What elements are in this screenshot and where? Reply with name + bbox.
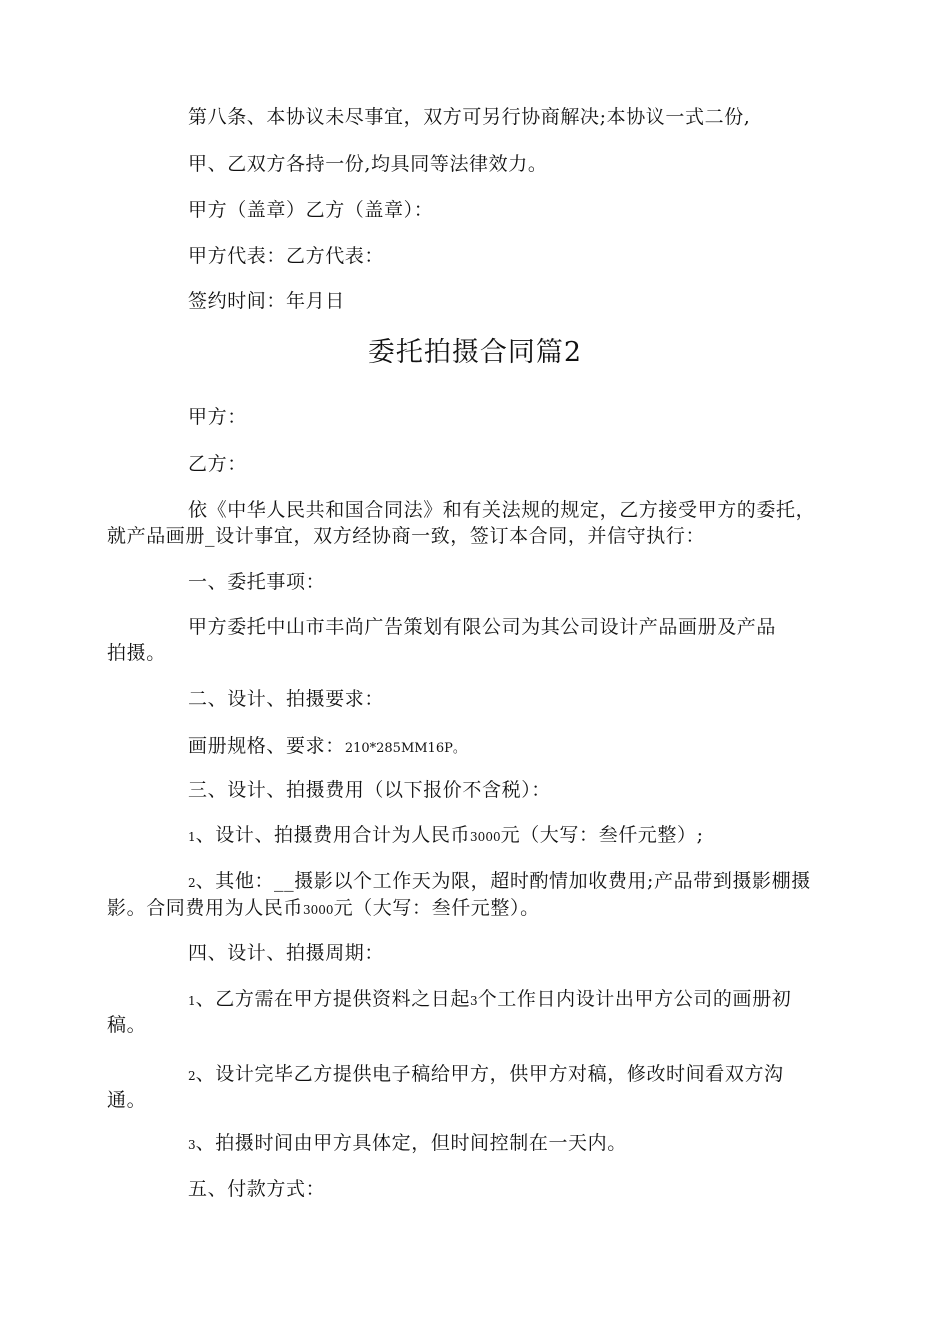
period-item2-line1 bbox=[188, 1061, 784, 1089]
article8-line1: 第八条、本协议未尽事宜，双方可另行协商解决;本协议一式二份, bbox=[188, 106, 751, 128]
section1-heading: 一、委托事项： bbox=[188, 571, 326, 593]
spec-label: 画册规格、要求： bbox=[188, 735, 345, 757]
section1-line2: 拍摄。 bbox=[107, 642, 166, 664]
party-a-line: 甲方： bbox=[188, 406, 247, 428]
spec-line bbox=[188, 733, 466, 762]
period-item3-number: 3 bbox=[188, 1138, 196, 1152]
fee-item2-text-b: 元（大写：叁仟元整）。 bbox=[333, 897, 540, 919]
section3-heading: 三、设计、拍摄费用（以下报价不含税）： bbox=[188, 779, 551, 801]
section2-heading: 二、设计、拍摄要求： bbox=[188, 688, 385, 710]
period-item3-text: 、拍摄时间由甲方具体定，但时间控制在一天内。 bbox=[195, 1132, 627, 1154]
seal-line: 甲方（盖章）乙方（盖章）： bbox=[188, 199, 434, 221]
period-item1-text-a: 、乙方需在甲方提供资料之日起 bbox=[195, 988, 471, 1010]
period-item2-number: 2 bbox=[188, 1069, 196, 1083]
fee-item1-number: 1 bbox=[188, 830, 196, 844]
period-item3 bbox=[188, 1130, 627, 1158]
fee-item2-line2 bbox=[107, 895, 540, 923]
fee-item2-text-a: 影。合同费用为人民币 bbox=[107, 897, 304, 919]
period-item1-line1 bbox=[188, 986, 791, 1014]
period-item2-text: 、设计完毕乙方提供电子稿给甲方，供甲方对稿，修改时间看双方沟 bbox=[195, 1063, 784, 1085]
intro-line2: 就产品画册_设计事宜，双方经协商一致，签订本合同，并信守执行： bbox=[107, 525, 706, 547]
representative-line: 甲方代表：乙方代表： bbox=[188, 245, 385, 267]
section5-heading: 五、付款方式： bbox=[188, 1178, 326, 1200]
contract-title: 委托拍摄合同篇2 bbox=[367, 337, 583, 368]
period-item1-line2: 稿。 bbox=[107, 1014, 147, 1036]
fee-item2-text: 、其他：__摄影以个工作天为限，超时酌情加收费用;产品带到摄影棚摄 bbox=[195, 870, 811, 892]
party-b-line: 乙方： bbox=[188, 453, 247, 475]
period-item1-number: 1 bbox=[188, 994, 196, 1008]
sign-date-line: 签约时间：年月日 bbox=[188, 290, 345, 312]
period-item1-text-b: 个工作日内设计出甲方公司的画册初 bbox=[477, 988, 792, 1010]
article8-line2: 甲、乙双方各持一份,均具同等法律效力。 bbox=[188, 153, 548, 175]
fee-item2-line1 bbox=[188, 868, 811, 896]
fee-item1-text-a: 、设计、拍摄费用合计为人民币 bbox=[195, 824, 471, 846]
fee-item1-amount: 3000 bbox=[470, 830, 501, 844]
period-item2-line2: 通。 bbox=[107, 1089, 147, 1111]
period-item1-days: 3 bbox=[470, 994, 478, 1008]
fee-item1 bbox=[188, 822, 704, 850]
section1-line1: 甲方委托中山市丰尚广告策划有限公司为其公司设计产品画册及产品 bbox=[188, 616, 777, 638]
section4-heading: 四、设计、拍摄周期： bbox=[188, 942, 385, 964]
fee-item2-number: 2 bbox=[188, 876, 196, 890]
fee-item2-amount: 3000 bbox=[303, 903, 334, 917]
intro-line1: 依《中华人民共和国合同法》和有关法规的规定，乙方接受甲方的委托， bbox=[188, 499, 816, 521]
fee-item1-text-b: 元（大写：叁仟元整）; bbox=[500, 824, 704, 846]
spec-value: 210*285MM16P。 bbox=[344, 741, 466, 756]
